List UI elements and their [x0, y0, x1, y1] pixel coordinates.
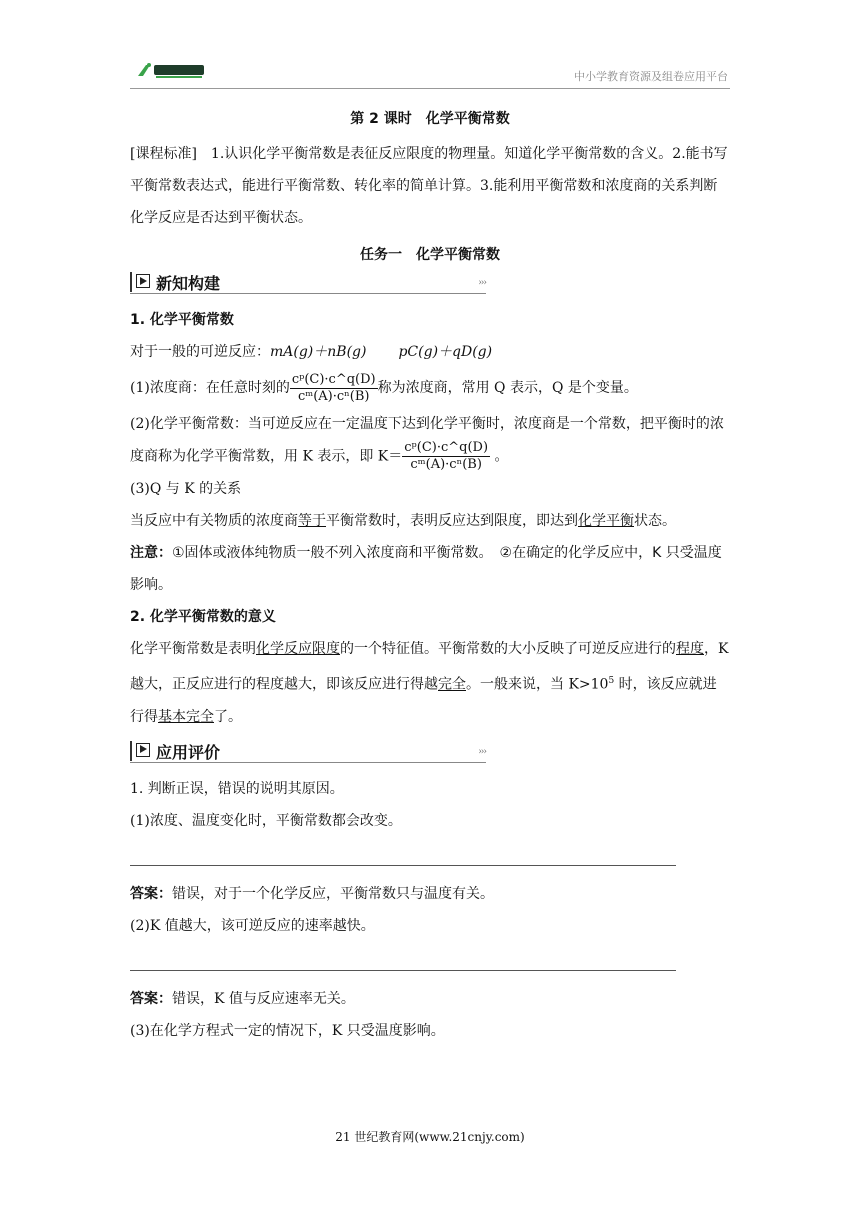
item3-title: (3)Q 与 K 的关系 [130, 481, 242, 497]
meaning-d: 。一般来说，当 K>10 [466, 676, 609, 693]
platform-name: 中小学教育资源及组卷应用平台 [574, 70, 728, 83]
question-intro: 1. 判断正误，错误的说明其原因。 [130, 780, 344, 797]
exponent: 5 [608, 676, 615, 686]
fraction [290, 372, 378, 405]
reaction-line [130, 336, 730, 368]
course-standard [130, 138, 730, 234]
meaning-text [130, 633, 730, 733]
section-label: 新知构建 [156, 274, 221, 293]
note-label: 注意： [130, 545, 172, 561]
fraction-numerator: cᵖ(C)·c^q(D) [291, 371, 376, 387]
item1-suffix: 称为浓度商，常用 Q 表示，Q 是个变量。 [377, 380, 638, 396]
standard-text: 1.认识化学平衡常数是表征反应限度的物理量。知道化学平衡常数的含义。2.能书写平衡常数表达式，能进行平衡常数、转化率的简单计算。3.能利用平衡常数和浓度商的关系判断化学反应是否达到平衡状态。 [130, 146, 728, 226]
item3-text [130, 505, 730, 537]
fraction-denominator: cᵐ(A)·cⁿ(B) [297, 388, 370, 404]
standard-label: [课程标准] [130, 146, 197, 162]
section-bar-new [130, 270, 486, 294]
answer-text: 错误，K 值与反应速率无关。 [172, 990, 355, 1007]
underlined-term: 程度 [676, 641, 704, 657]
answer-1 [130, 878, 730, 910]
meaning-b: 的一个特征值。平衡常数的大小反映了可逆反应进行的 [340, 641, 676, 657]
page-header [130, 58, 730, 89]
note [130, 537, 730, 601]
item2-end: 。 [490, 448, 509, 465]
meaning-f: 了。 [214, 708, 242, 725]
item1-prefix: (1)浓度商：在任意时刻的 [130, 380, 290, 396]
meaning-a: 化学平衡常数是表明 [130, 641, 256, 657]
chevrons-icon: ››› [478, 746, 486, 757]
reaction-prefix: 对于一般的可逆反应： [130, 344, 270, 360]
question-2: (2)K 值越大，该可逆反应的速率越快。 [130, 917, 375, 934]
answer-label: 答案： [130, 885, 172, 902]
document-body [130, 108, 730, 1047]
item3-b: 平衡常数时，表明反应达到限度，即达到 [326, 513, 578, 529]
underlined-term: 等于 [298, 513, 326, 529]
fraction-numerator: cᵖ(C)·c^q(D) [404, 440, 489, 455]
note-text: ①固体或液体纯物质一般不列入浓度商和平衡常数。 ②在确定的化学反应中，K 只受温度影响。 [130, 545, 722, 593]
answer-blank-line [130, 946, 676, 971]
underlined-term: 化学反应限度 [256, 641, 340, 657]
fraction [402, 440, 490, 473]
section-bar-apply [130, 739, 486, 763]
section-label: 应用评价 [156, 742, 221, 762]
underlined-term: 化学平衡 [578, 513, 634, 529]
question-3: (3)在化学方程式一定的情况下，K 只受温度影响。 [130, 1022, 445, 1039]
item3-c: 状态。 [634, 513, 676, 529]
underlined-term: 基本完全 [158, 708, 214, 725]
fraction-denominator: cᵐ(A)·cⁿ(B) [410, 457, 482, 472]
reaction-right: pC(g)＋qD(g) [398, 344, 493, 360]
answer-blank-line [130, 841, 676, 866]
meaning-e: 时，该反应就进行得 [130, 676, 717, 725]
meaning-c: ，K 越大，正反应进行的程度越大，即该反应进行得越 [130, 641, 729, 693]
play-icon [136, 274, 150, 288]
item3-a: 当反应中有关物质的浓度商 [130, 513, 298, 529]
page-title: 第 2 课时 化学平衡常数 [350, 111, 510, 127]
chevrons-icon: ››› [478, 278, 486, 288]
item-equilibrium-constant [130, 408, 730, 473]
subsection-title: 1. 化学平衡常数 [130, 312, 234, 328]
item2-text: (2)化学平衡常数：当可逆反应在一定温度下达到化学平衡时，浓度商是一个常数，把平衡时的浓度商称为化学平衡常数，用 K 表示，即 K＝ [130, 416, 724, 465]
answer-label: 答案： [130, 990, 172, 1007]
task-heading: 任务一 化学平衡常数 [360, 247, 500, 263]
logo-21cnjy [136, 62, 206, 80]
page-footer: 21 世纪教育网(www.21cnjy.com) [335, 1130, 525, 1144]
answer-text: 错误，对于一个化学反应，平衡常数只与温度有关。 [172, 885, 494, 902]
item-concentration-quotient [130, 368, 730, 408]
answer-2 [130, 983, 730, 1015]
question-1: (1)浓度、温度变化时，平衡常数都会改变。 [130, 812, 402, 829]
reaction-left: mA(g)＋nB(g) [270, 344, 367, 360]
underlined-term: 完全 [438, 676, 466, 693]
subsection-title: 2. 化学平衡常数的意义 [130, 609, 276, 625]
play-icon [136, 743, 150, 757]
